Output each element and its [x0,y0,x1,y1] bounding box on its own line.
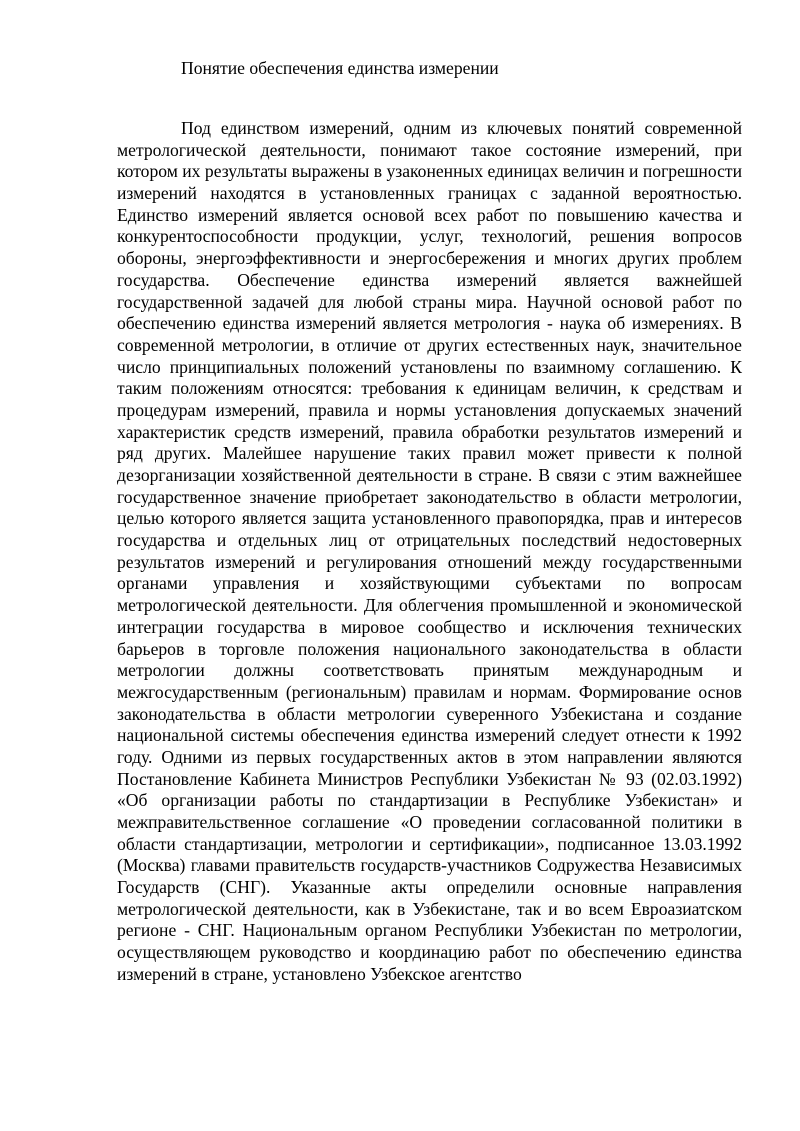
body-paragraph: Под единством измерений, одним из ключевых понятий современной метрологической деятельности, понимают такое состояние измерений, при котором их результаты выражены в узаконенных единицах величин и погрешности измерений находятся в установленных границах с заданной вероятностью. Единство измерений является основой всех работ по повышению качества и конкурентоспособности продукции, услуг, технологий, решения вопросов обороны, энергоэффективности и энергосбережения и многих других проблем государства. Обеспечение единства измерений является важнейшей государственной задачей для любой страны мира. Научной основой работ по обеспечению единства измерений является метрология - наука об измерениях. В современной метрологии, в отличие от других естественных наук, значительное число принципиальных положений установлены по взаимному соглашению. К таким положениям относятся: требования к единицам величин, к средствам и процедурам измерений, правила и нормы установления допускаемых значений характеристик средств измерений, правила обработки результатов измерений и ряд других. Малейшее нарушение таких правил может привести к полной дезорганизации хозяйственной деятельности в стране. В связи с этим важнейшее государственное значение приобретает законодательство в области метрологии, целью которого является защита установленного правопорядка, прав и интересов государства и отдельных лиц от отрицательных последствий недостоверных результатов измерений и регулирования отношений между государственными органами управления и хозяйствующими субъектами по вопросам метрологической деятельности. Для облегчения промышленной и экономической интеграции государства в мировое сообщество и исключения технических барьеров в торговле положения национального законодательства в области метрологии должны соответствовать принятым международным и межгосударственным (региональным) правилам и нормам. Формирование основ законодательства в области метрологии суверенного Узбекистана и создание национальной системы обеспечения единства измерений следует отнести к 1992 году. Одними из первых государственных актов в этом направлении являются Постановление Кабинета Министров Республики Узбекистан № 93 (02.03.1992) «Об организации работы по стандартизации в Республике Узбекистан» и межправительственное соглашение «О проведении согласованной политики в области стандартизации, метрологии и сертификации», подписанное 13.03.1992 (Москва) главами правительств государств-участников Содружества Независимых Государств (СНГ). Указанные акты определили основные направления метрологической деятельности, как в Узбекистане, так и во всем Евроазиатском регионе - СНГ. Национальным органом Республики Узбекистан по метрологии, осуществляющем руководство и координацию работ по обеспечению единства измерений в стране, установлено Узбекское агентство [117,118,742,984]
document-title: Понятие обеспечения единства измерении [181,58,499,78]
